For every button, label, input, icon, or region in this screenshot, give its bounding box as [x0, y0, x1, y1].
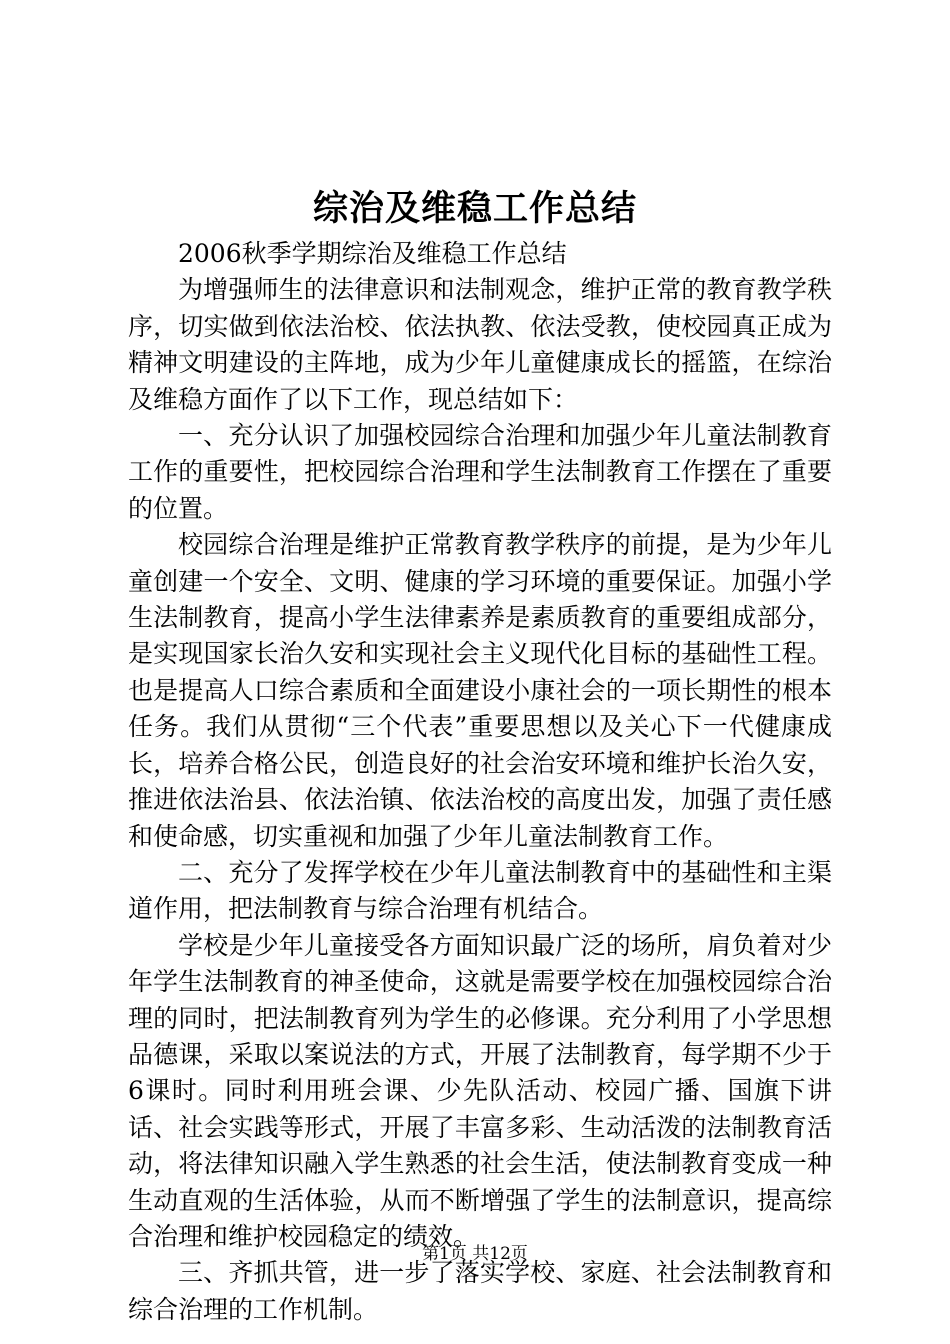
document-body	[128, 236, 832, 1328]
paragraph-section-1-heading: 一、充分认识了加强校园综合治理和加强少年儿童法制教育工作的重要性，把校园综合治理和学生法制教育工作摆在了重要的位置。	[128, 421, 832, 523]
paragraph-section-2-heading: 二、充分了发挥学校在少年儿童法制教育中的基础性和主渠道作用，把法制教育与综合治理有机结合。	[128, 857, 832, 924]
paragraph-section-2-body: 学校是少年儿童接受各方面知识最广泛的场所，肩负着对少年学生法制教育的神圣使命，这就是需要学校在加强校园综合治理的同时，把法制教育列为学生的必修课。充分利用了小学思想品德课，采取以案说法的方式，开展了法制教育，每学期不少于6课时。同时利用班会课、少先队活动、校园广播、国旗下讲话、社会实践等形式，开展了丰富多彩、生动活泼的法制教育活动，将法律知识融入学生熟悉的社会生活，使法制教育变成一种生动直观的生活体验，从而不断增强了学生的法制意识，提高综合治理和维护校园稳定的绩效。	[128, 930, 832, 1251]
paragraph-subtitle: 2006秋季学期综治及维稳工作总结	[178, 239, 567, 268]
paragraph-section-3-heading: 三、齐抓共管，进一步了落实学校、家庭、社会法制教育和综合治理的工作机制。	[128, 1258, 832, 1324]
page-footer: 第1页 共12页	[422, 1244, 528, 1264]
document-title: 综治及维稳工作总结	[312, 188, 637, 229]
paragraph-intro: 为增强师生的法律意识和法制观念，维护正常的教育教学秩序，切实做到依法治校、依法执教、依法受教，使校园真正成为精神文明建设的主阵地，成为少年儿童健康成长的摇篮，在综治及维稳方面作了以下工作，现总结如下：	[128, 275, 832, 414]
paragraph-section-1-body: 校园综合治理是维护正常教育教学秩序的前提，是为少年儿童创建一个安全、文明、健康的学习环境的重要保证。加强小学生法制教育，提高小学生法律素养是素质教育的重要组成部分，是实现国家长治久安和实现社会主义现代化目标的基础性工程。也是提高人口综合素质和全面建设小康社会的一项长期性的根本任务。我们从贯彻“三个代表”重要思想以及关心下一代健康成长，培养合格公民，创造良好的社会治安环境和维护长治久安，推进依法治县、依法治镇、依法治校的高度出发，加强了责任感和使命感，切实重视和加强了少年儿童法制教育工作。	[128, 530, 832, 851]
